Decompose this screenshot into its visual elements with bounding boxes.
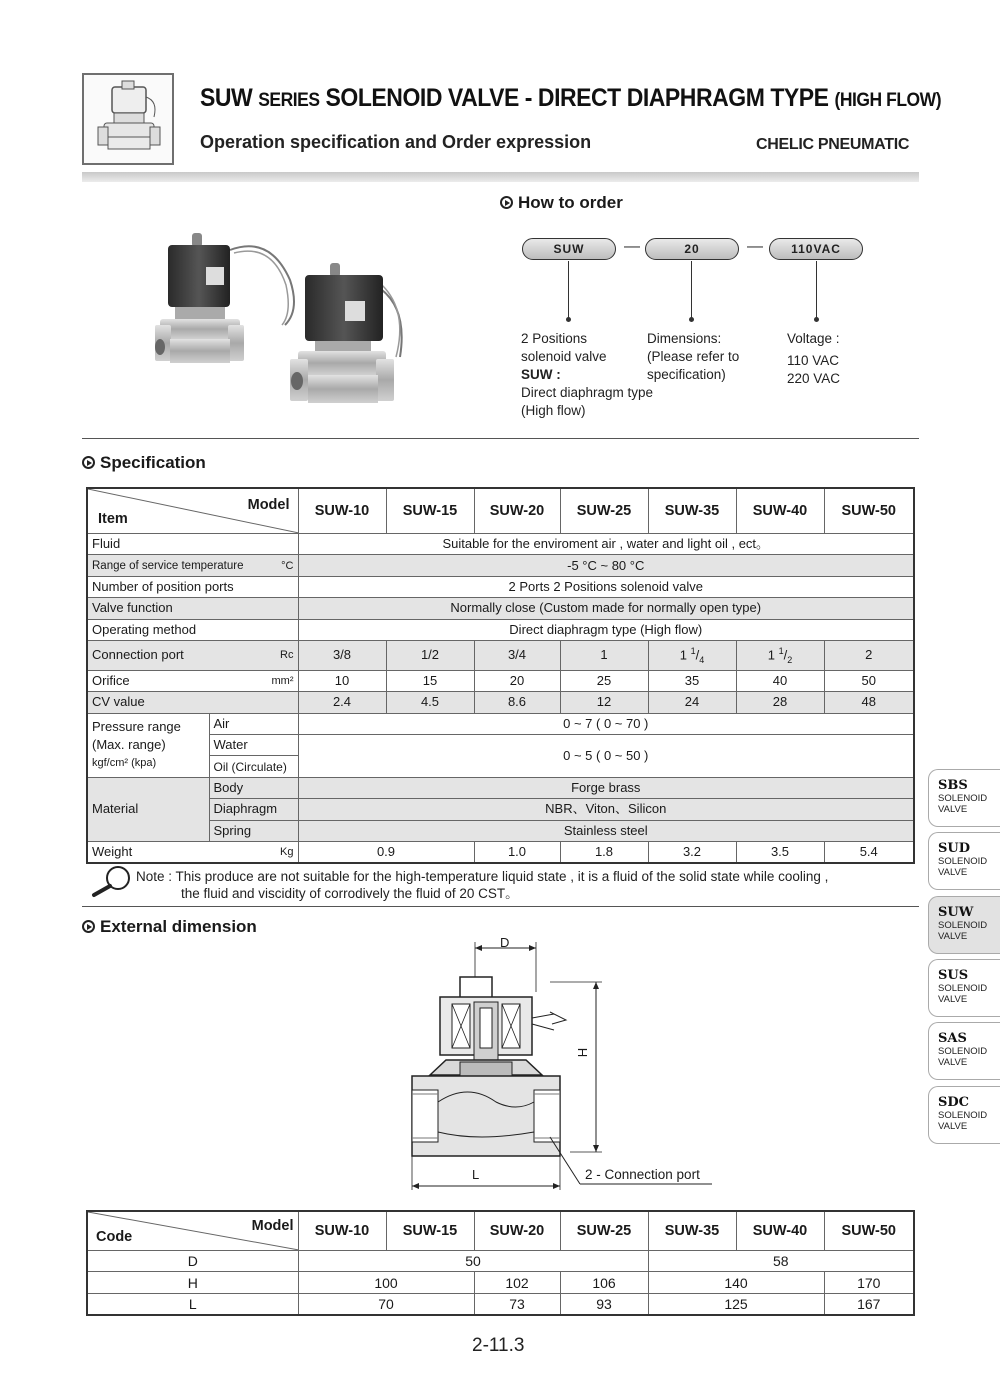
cell: 1	[560, 640, 648, 670]
order-dash: —	[747, 238, 763, 255]
table-row	[87, 1293, 914, 1315]
model-header: SUW-25	[560, 1211, 648, 1251]
row-value: 2 Ports 2 Positions solenoid valve	[298, 576, 914, 597]
cell: 140	[648, 1272, 824, 1293]
order-code-voltage: 110VAC	[769, 238, 863, 260]
cell: 20	[474, 670, 560, 691]
cell: 28	[736, 692, 824, 713]
model-header: SUW-20	[474, 1211, 560, 1251]
cell: 3.2	[648, 842, 736, 864]
sub-label: Oil (Circulate)	[209, 756, 298, 777]
cell: 25	[560, 670, 648, 691]
row-value: Normally close (Custom made for normally open type)	[298, 598, 914, 619]
cell: 1.0	[474, 842, 560, 864]
specification-table	[86, 487, 915, 864]
order-code-dimension: 20	[645, 238, 739, 260]
cell: 70	[298, 1293, 474, 1315]
table-header-row	[87, 488, 914, 534]
magnifier-icon	[90, 864, 134, 903]
page-number: 2-11.3	[472, 1335, 525, 1356]
row-value: Stainless steel	[298, 820, 914, 841]
cell: 8.6	[474, 692, 560, 713]
table-row	[87, 842, 914, 864]
cell: 106	[560, 1272, 648, 1293]
table-row	[87, 555, 914, 576]
external-dimension-heading: External dimension	[82, 917, 257, 937]
cell: 2.4	[298, 692, 386, 713]
side-tab-sdc[interactable]: SDC SOLENOID VALVE	[928, 1086, 1000, 1144]
leader-line	[691, 261, 692, 319]
row-value: Suitable for the enviroment air , water and light oil , ect。	[298, 534, 914, 555]
circle-arrow-icon	[500, 196, 513, 209]
cell: 93	[560, 1293, 648, 1315]
section-divider	[82, 438, 919, 439]
side-tab-sud[interactable]: SUD SOLENOID VALVE	[928, 832, 1000, 890]
table-row	[87, 777, 914, 798]
cell: 48	[824, 692, 914, 713]
cell: 167	[824, 1293, 914, 1315]
header-diagonal-cell: Model Item	[87, 488, 298, 534]
row-label: Pressure range (Max. range) kgf/cm² (kpa)	[87, 713, 209, 777]
row-label: Material	[87, 777, 209, 841]
side-tab-suw[interactable]: SUW SOLENOID VALVE	[928, 896, 1000, 954]
table-row	[87, 820, 914, 841]
sub-label: Spring	[209, 820, 298, 841]
table-row	[87, 735, 914, 756]
page-title: SUW SERIES SOLENOID VALVE - DIRECT DIAPHRAGM TYPE (HIGH FLOW)	[200, 84, 942, 112]
dimension-label-d: D	[500, 935, 510, 950]
model-header: SUW-25	[560, 488, 648, 534]
model-header: SUW-20	[474, 488, 560, 534]
cell: 15	[386, 670, 474, 691]
row-code: L	[87, 1293, 298, 1315]
leader-dot	[689, 317, 694, 322]
cell: 0.9	[298, 842, 474, 864]
cell: 4.5	[386, 692, 474, 713]
circle-arrow-icon	[82, 920, 95, 933]
page-subtitle: Operation specification and Order expression	[200, 132, 592, 152]
leader-dot	[814, 317, 819, 322]
row-value: Direct diaphragm type (High flow)	[298, 619, 914, 640]
row-label: Connection port Rc	[87, 640, 298, 670]
how-to-order-heading: How to order	[500, 193, 623, 213]
order-series-desc: 2 Positions solenoid valve SUW : Direct diaphragm type (High flow)	[521, 331, 654, 418]
leader-line	[816, 261, 817, 319]
row-value: 0 ~ 5 ( 0 ~ 50 )	[298, 735, 914, 778]
cell: 1.8	[560, 842, 648, 864]
side-tab-sas[interactable]: SAS SOLENOID VALVE	[928, 1022, 1000, 1080]
note-text: Note : This produce are not suitable for the high-temperature liquid state , it is a fluid of the solid state while cooling , the fluid and viscidity of corrodively the fluid of 20 CST。	[136, 869, 829, 901]
order-voltage-desc: Voltage : 110 VAC 220 VAC	[787, 331, 841, 386]
row-label: Range of service temperature °C	[87, 555, 298, 576]
side-tab-sbs[interactable]: SBS SOLENOID VALVE	[928, 769, 1000, 827]
cell: 1 $^1/_2$	[736, 640, 824, 670]
model-header: SUW-10	[298, 1211, 386, 1251]
cell: 58	[648, 1251, 914, 1272]
row-label: Valve function	[87, 598, 298, 619]
cell: 3/4	[474, 640, 560, 670]
model-header: SUW-50	[824, 1211, 914, 1251]
table-row	[87, 1272, 914, 1293]
brand-name: CHELIC PNEUMATIC	[756, 136, 910, 153]
cell: 125	[648, 1293, 824, 1315]
sub-label: Water	[209, 735, 298, 756]
model-header: SUW-10	[298, 488, 386, 534]
model-header: SUW-15	[386, 1211, 474, 1251]
cell: 3/8	[298, 640, 386, 670]
cell: 12	[560, 692, 648, 713]
cell: 50	[824, 670, 914, 691]
dimension-table	[86, 1210, 915, 1316]
cell: 73	[474, 1293, 560, 1315]
row-value: Forge brass	[298, 777, 914, 798]
table-row	[87, 692, 914, 713]
row-label: Weight Kg	[87, 842, 298, 864]
header-divider	[82, 172, 919, 182]
valve-photo-image	[150, 225, 420, 420]
table-row	[87, 619, 914, 640]
table-header-row	[87, 1211, 914, 1251]
row-label: Fluid	[87, 534, 298, 555]
cell: 50	[298, 1251, 648, 1272]
table-row	[87, 576, 914, 597]
valve-thumbnail-icon	[82, 73, 174, 165]
side-tab-sus[interactable]: SUS SOLENOID VALVE	[928, 959, 1000, 1017]
table-row	[87, 598, 914, 619]
cell: 1/2	[386, 640, 474, 670]
model-header: SUW-35	[648, 488, 736, 534]
valve-section-drawing	[400, 932, 730, 1199]
order-code-series: SUW	[522, 238, 616, 260]
cell: 170	[824, 1272, 914, 1293]
cell: 40	[736, 670, 824, 691]
cell: 2	[824, 640, 914, 670]
cell: 100	[298, 1272, 474, 1293]
row-value: -5 °C ~ 80 °C	[298, 555, 914, 576]
table-row	[87, 534, 914, 555]
circle-arrow-icon	[82, 456, 95, 469]
table-row	[87, 640, 914, 670]
leader-dot	[566, 317, 571, 322]
leader-line	[568, 261, 569, 319]
dimension-label-h: H	[575, 1047, 591, 1058]
cell: 10	[298, 670, 386, 691]
row-code: D	[87, 1251, 298, 1272]
row-label: Number of position ports	[87, 576, 298, 597]
connection-port-label: 2 - Connection port	[585, 1167, 700, 1182]
dimension-label-l: L	[472, 1167, 480, 1182]
specification-heading: Specification	[82, 453, 206, 473]
row-label: Operating method	[87, 619, 298, 640]
cell: 5.4	[824, 842, 914, 864]
row-value: 0 ~ 7 ( 0 ~ 70 )	[298, 713, 914, 734]
cell: 24	[648, 692, 736, 713]
cell: 102	[474, 1272, 560, 1293]
model-header: SUW-35	[648, 1211, 736, 1251]
sub-label: Body	[209, 777, 298, 798]
model-header: SUW-40	[736, 1211, 824, 1251]
cell: 1 $^1/_4$	[648, 640, 736, 670]
row-label: CV value	[87, 692, 298, 713]
table-row	[87, 670, 914, 691]
model-header: SUW-50	[824, 488, 914, 534]
section-divider	[82, 906, 919, 907]
header-diagonal-cell: Model Code	[87, 1211, 298, 1251]
row-code: H	[87, 1272, 298, 1293]
table-row	[87, 713, 914, 734]
model-header: SUW-40	[736, 488, 824, 534]
order-dimension-desc: Dimensions: (Please refer to specification)	[647, 331, 740, 382]
model-header: SUW-15	[386, 488, 474, 534]
row-label: Orifice mm²	[87, 670, 298, 691]
table-row	[87, 1251, 914, 1272]
sub-label: Air	[209, 713, 298, 734]
order-dash: —	[624, 238, 640, 255]
cell: 3.5	[736, 842, 824, 864]
sub-label: Diaphragm	[209, 799, 298, 820]
table-row	[87, 799, 914, 820]
cell: 35	[648, 670, 736, 691]
row-value: NBR、Viton、Silicon	[298, 799, 914, 820]
